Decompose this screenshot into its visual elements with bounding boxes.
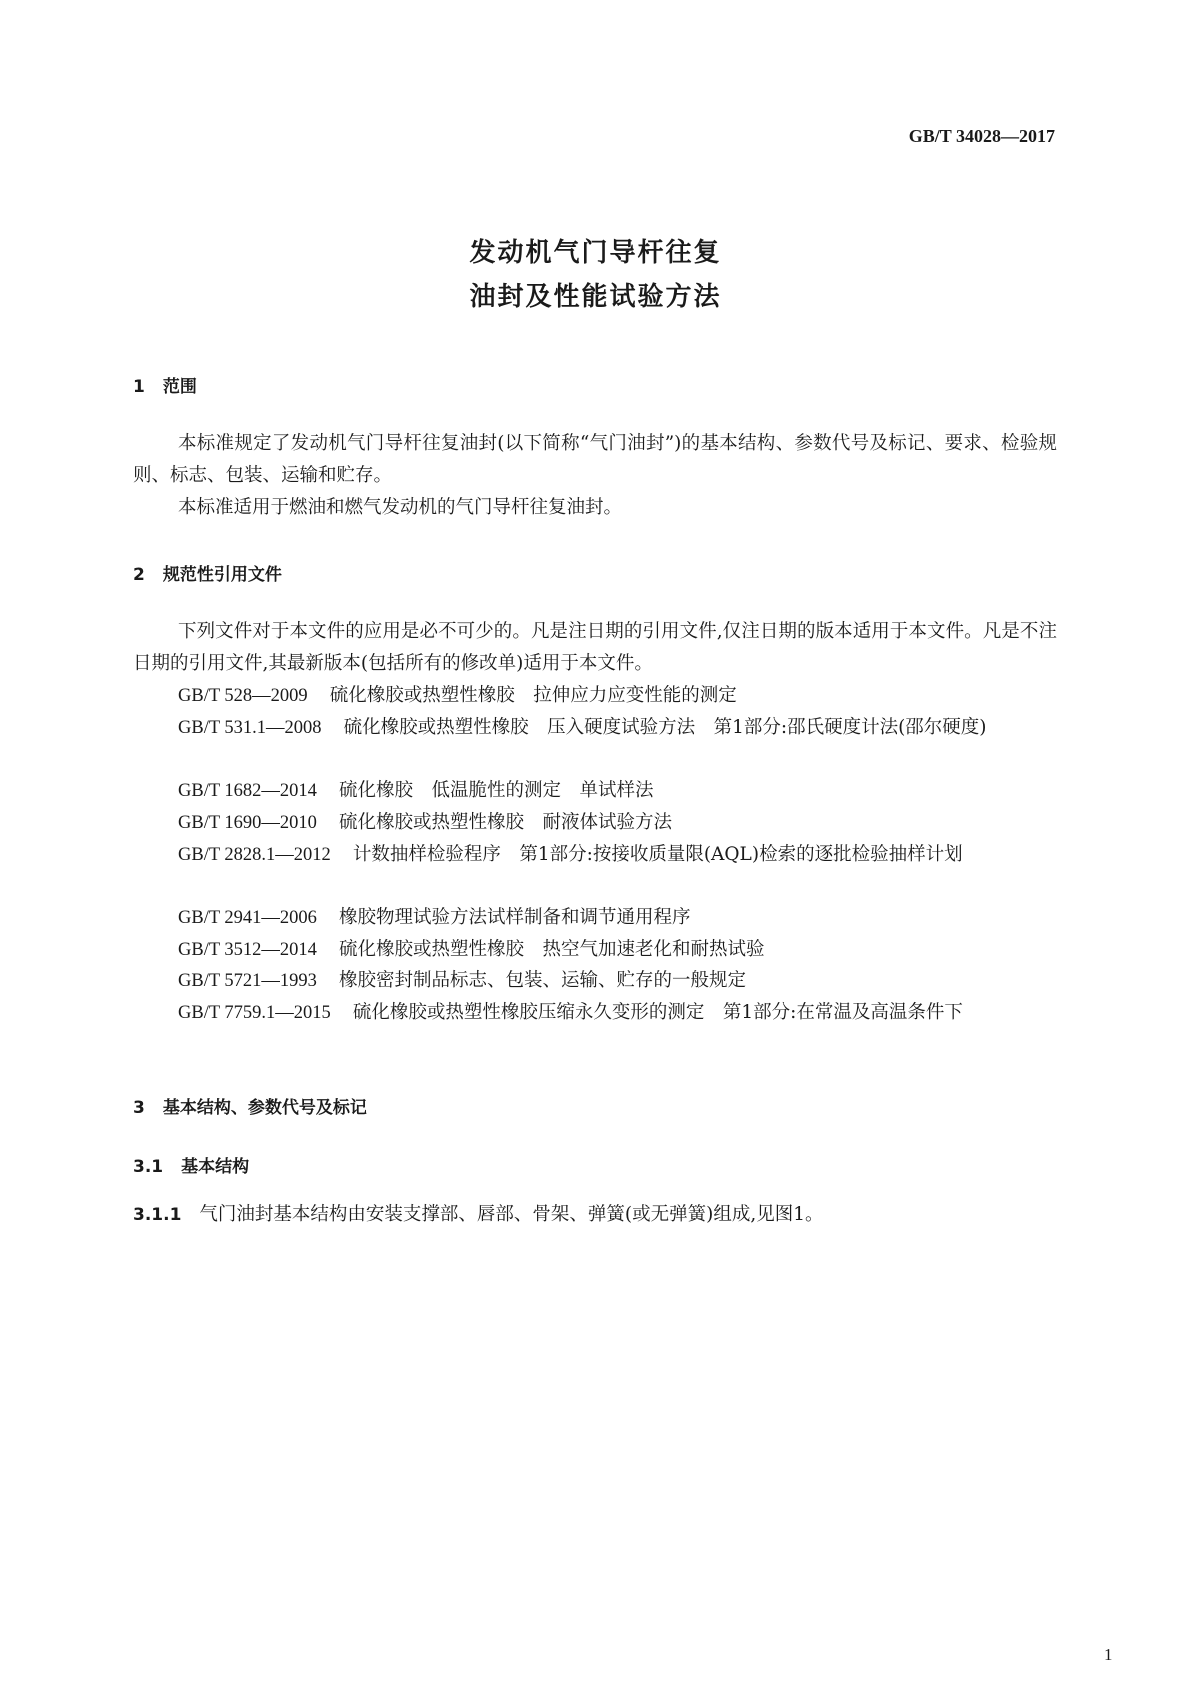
section-number: 3: [133, 1098, 145, 1118]
section-title: 范围: [162, 377, 197, 397]
section-number: 2: [133, 565, 145, 585]
section-2-heading: [133, 560, 282, 585]
reference-code: GB/T 531.1—2008: [178, 717, 322, 738]
reference-title: 硫化橡胶或热塑性橡胶 拉伸应力应变性能的测定: [329, 685, 737, 706]
section-title: 基本结构、参数代号及标记: [162, 1098, 367, 1118]
references-intro: 下列文件对于本文件的应用是必不可少的。凡是注日期的引用文件,仅注日期的版本适用于本文件。凡是不注日期的引用文件,其最新版本(包括所有的修改单)适用于本文件。: [133, 621, 1057, 674]
document-title-line-2: 油封及性能试验方法: [469, 282, 722, 312]
reference-code: GB/T 1682—2014: [178, 781, 317, 801]
section-3-heading: [133, 1093, 367, 1118]
reference-code: GB/T 2941—2006: [178, 907, 317, 928]
scope-paragraph-1: 本标准规定了发动机气门导杆往复油封(以下简称“气门油封”)的基本结构、参数代号及标记、要求、检验规则、标志、包装、运输和贮存。: [133, 433, 1057, 486]
reference-item: [133, 934, 1057, 967]
reference-item: [133, 839, 1057, 872]
section-number: 1: [133, 377, 145, 397]
reference-title: 橡胶密封制品标志、包装、运输、贮存的一般规定: [338, 970, 746, 992]
reference-title: 橡胶物理试验方法试样制备和调节通用程序: [338, 906, 691, 928]
standard-number: GB/T 34028—2017: [908, 126, 1055, 146]
reference-title: 硫化橡胶 低温脆性的测定 单试样法: [338, 780, 654, 801]
reference-item: [133, 807, 1057, 840]
reference-item: [133, 712, 1057, 745]
clause-3-1-1: [133, 1199, 1057, 1232]
reference-title: 硫化橡胶或热塑性橡胶 压入硬度试验方法 第1部分:邵氏硬度计法(邵尔硬度): [343, 716, 987, 738]
scope-paragraph-2: 本标准适用于燃油和燃气发动机的气门导杆往复油封。: [178, 497, 623, 518]
clause-text: 气门油封基本结构由安装支撑部、唇部、骨架、弹簧(或无弹簧)组成,见图1。: [199, 1204, 824, 1225]
reference-code: GB/T 2828.1—2012: [178, 844, 331, 865]
section-number: 3.1: [133, 1157, 164, 1177]
reference-code: GB/T 3512—2014: [178, 939, 317, 960]
document-title-line-1: 发动机气门导杆往复: [469, 238, 722, 268]
reference-title: 硫化橡胶或热塑性橡胶 耐液体试验方法: [338, 811, 672, 833]
section-3-1-heading: [133, 1152, 249, 1177]
reference-code: GB/T 1690—2010: [178, 812, 317, 833]
reference-code: GB/T 7759.1—2015: [178, 1003, 331, 1023]
reference-item: [133, 680, 1057, 713]
reference-title: 硫化橡胶或热塑性橡胶 热空气加速老化和耐热试验: [338, 938, 765, 960]
section-1-heading: [133, 372, 197, 397]
reference-code: GB/T 5721—1993: [178, 971, 317, 992]
reference-item: [133, 965, 1057, 998]
reference-code: GB/T 528—2009: [178, 686, 308, 706]
reference-item: [133, 902, 1057, 935]
page-number: 1: [1104, 1645, 1113, 1664]
reference-title: 硫化橡胶或热塑性橡胶压缩永久变形的测定 第1部分:在常温及高温条件下: [352, 1002, 963, 1023]
reference-item: [133, 997, 1057, 1030]
section-title: 基本结构: [181, 1157, 250, 1177]
section-title: 规范性引用文件: [162, 565, 282, 585]
reference-item: [133, 775, 1057, 808]
reference-title: 计数抽样检验程序 第1部分:按接收质量限(AQL)检索的逐批检验抽样计划: [352, 843, 963, 865]
clause-number: 3.1.1: [133, 1205, 182, 1225]
